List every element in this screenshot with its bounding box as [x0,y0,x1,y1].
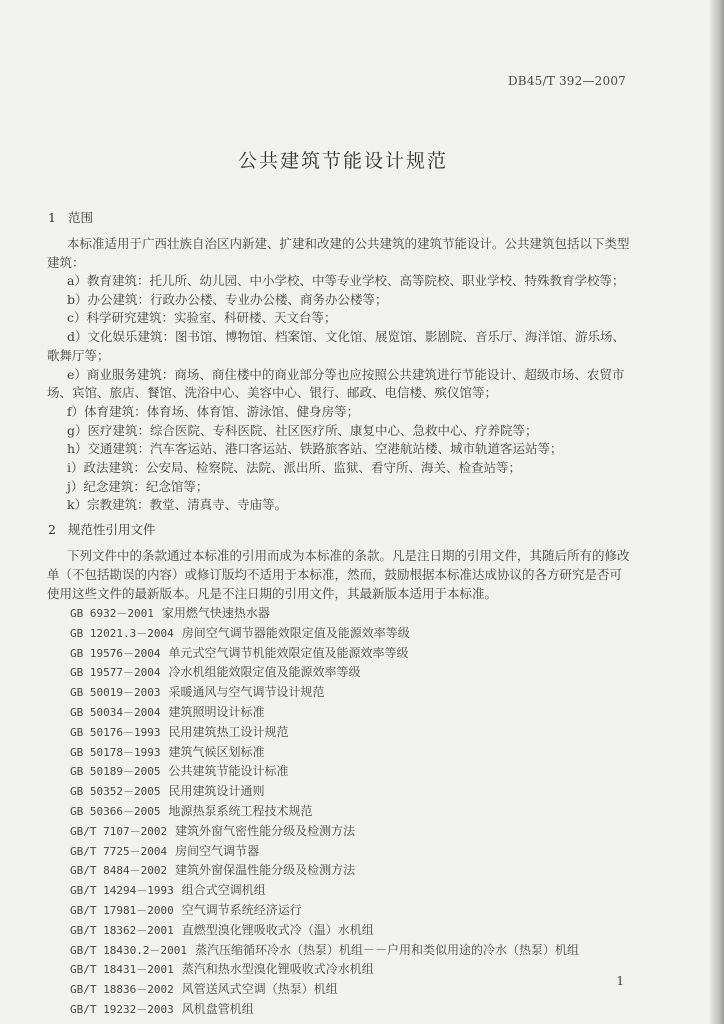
reference-item [70,723,650,743]
reference-item [70,960,650,980]
reference-item [70,802,650,822]
list-item: g）医疗建筑：综合医院、专科医院、社区医疗所、康复中心、急救中心、疗养院等； [67,422,538,438]
reference-name: 空气调节系统经济运行 [181,902,302,917]
reference-name: 公共建筑节能设计标准 [168,764,289,779]
reference-code: GB/T 17981－2000 [70,903,174,917]
reference-code: GB 50352－2005 [70,785,161,799]
section-label: 规范性引用文件 [67,522,156,537]
reference-list [70,604,650,1020]
reference-name: 风管送风式空调（热泵）机组 [181,982,338,997]
reference-name: 冷水机组能效限定值及能源效率等级 [168,665,361,680]
list-item: h）交通建筑：汽车客运站、港口客运站、铁路旅客站、空港航站楼、城市轨道客运站等； [67,441,563,457]
reference-name: 民用建筑热工设计规范 [168,724,289,739]
section-heading-references [48,520,167,538]
reference-name: 建筑外窗保温性能分级及检测方法 [175,863,356,878]
references-intro: 下列文件中的条款通过本标准的引用而成为本标准的条款。凡是注日期的引用文件，其随后所有的修改单（不包括勘误的内容）或修订版均不适用于本标准，然而，鼓励根据本标准达成协议的各方研究是否可使用这些文件的最新版本。凡是不注日期的引用文件，其最新版本适用于本标准。 [47,548,630,601]
reference-item [70,782,650,802]
reference-name: 建筑外窗气密性能分级及检测方法 [175,823,356,838]
reference-item [70,881,650,901]
list-item: f）体育建筑：体育场、体育馆、游泳馆、健身房等； [67,403,360,419]
reference-item [70,703,650,723]
reference-code: GB/T 18362－2001 [70,923,174,937]
reference-name: 建筑气候区划标准 [168,744,265,759]
reference-code: GB 50178－1993 [70,745,161,759]
reference-code: GB/T 18430.2－2001 [70,943,187,957]
reference-code: GB/T 7725－2004 [70,844,168,858]
reference-item [70,604,650,624]
list-item: j）纪念建筑：纪念馆等； [67,478,209,494]
reference-code: GB 50019－2003 [70,686,161,700]
reference-item [70,743,650,763]
reference-code: GB 50189－2005 [70,765,161,779]
reference-name: 地源热泵系统工程技术规范 [168,803,313,818]
reference-code: GB 50366－2005 [70,804,161,818]
reference-item [70,683,650,703]
reference-name: 建筑照明设计标准 [168,704,265,719]
reference-item [70,624,650,644]
page-number: 1 [616,974,624,988]
reference-code: GB/T 19232－2003 [70,1002,174,1016]
reference-item [70,980,650,1000]
reference-name: 民用建筑设计通则 [168,784,265,799]
reference-code: GB/T 14294－1993 [70,884,174,898]
reference-name: 蒸汽和热水型溴化锂吸收式冷水机组 [181,962,374,977]
reference-code: GB 12021.3－2004 [70,626,174,640]
reference-code: GB 19576－2004 [70,646,161,660]
section-heading-scope [48,208,105,226]
reference-item [70,762,650,782]
reference-name: 蒸汽压缩循环冷水（热泵）机组－－户用和类似用途的冷水（热泵）机组 [194,942,579,957]
section-number: 1 [48,210,56,225]
reference-name: 单元式空气调节机能效限定值及能源效率等级 [168,645,409,660]
reference-item [70,941,650,961]
list-item: a）教育建筑：托儿所、幼儿园、中小学校、中等专业学校、高等院校、职业学校、特殊教育学校等； [67,273,625,288]
list-item: i）政法建筑：公安局、检察院、法院、派出所、监狱、看守所、海关、检查站等； [67,460,521,476]
scope-list [47,272,637,515]
section-label: 范围 [67,210,93,225]
reference-name: 直燃型溴化锂吸收式冷（温）水机组 [181,922,374,937]
reference-code: GB/T 18431－2001 [70,963,174,977]
reference-item [70,861,650,881]
section-number: 2 [48,522,56,537]
scope-intro: 本标准适用于广西壮族自治区内新建、扩建和改建的公共建筑的建筑节能设计。公共建筑包括以下类型建筑： [47,236,630,270]
reference-name: 风机盘管机组 [181,1001,254,1016]
reference-item [70,644,650,664]
document-title: 公共建筑节能设计规范 [237,150,448,172]
list-item: d）文化娱乐建筑：图书馆、博物馆、档案馆、文化馆、展览馆、影剧院、音乐厅、海洋馆、游乐场、歌舞厅等； [47,329,626,363]
reference-code: GB 50034－2004 [70,705,161,719]
reference-name: 房间空气调节器 [175,843,260,858]
list-item: e）商业服务建筑：商场、商住楼中的商业部分等也应按照公共建筑进行节能设计、超级市场、农贸市场、宾馆、旅店、餐馆、洗浴中心、美容中心、银行、邮政、电信楼、殡仪馆等； [47,366,625,401]
reference-item [70,822,650,842]
reference-item [70,663,650,683]
reference-code: GB 19577－2004 [70,666,161,680]
reference-code: GB/T 8484－2002 [70,864,168,878]
reference-item [70,901,650,921]
standard-code: DB45/T 392—2007 [507,74,626,88]
page-edge-shadow [710,0,724,1024]
list-item: b）办公建筑：行政办公楼、专业办公楼、商务办公楼等； [67,291,388,307]
reference-name: 采暖通风与空气调节设计规范 [168,685,325,700]
reference-item [70,1000,650,1020]
reference-code: GB 6932－2001 [70,607,154,620]
reference-code: GB 50176－1993 [70,725,161,739]
reference-name: 家用燃气快速热水器 [161,606,270,620]
reference-name: 组合式空调机组 [181,883,266,898]
reference-item [70,842,650,862]
list-item: k）宗教建筑：教堂、清真寺、寺庙等。 [67,497,288,513]
reference-item [70,921,650,941]
reference-name: 房间空气调节器能效限定值及能源效率等级 [181,625,410,640]
reference-code: GB/T 7107－2002 [70,824,168,838]
reference-code: GB/T 18836－2002 [70,983,174,997]
list-item: c）科学研究建筑：实验室、科研楼、天文台等； [67,310,337,326]
